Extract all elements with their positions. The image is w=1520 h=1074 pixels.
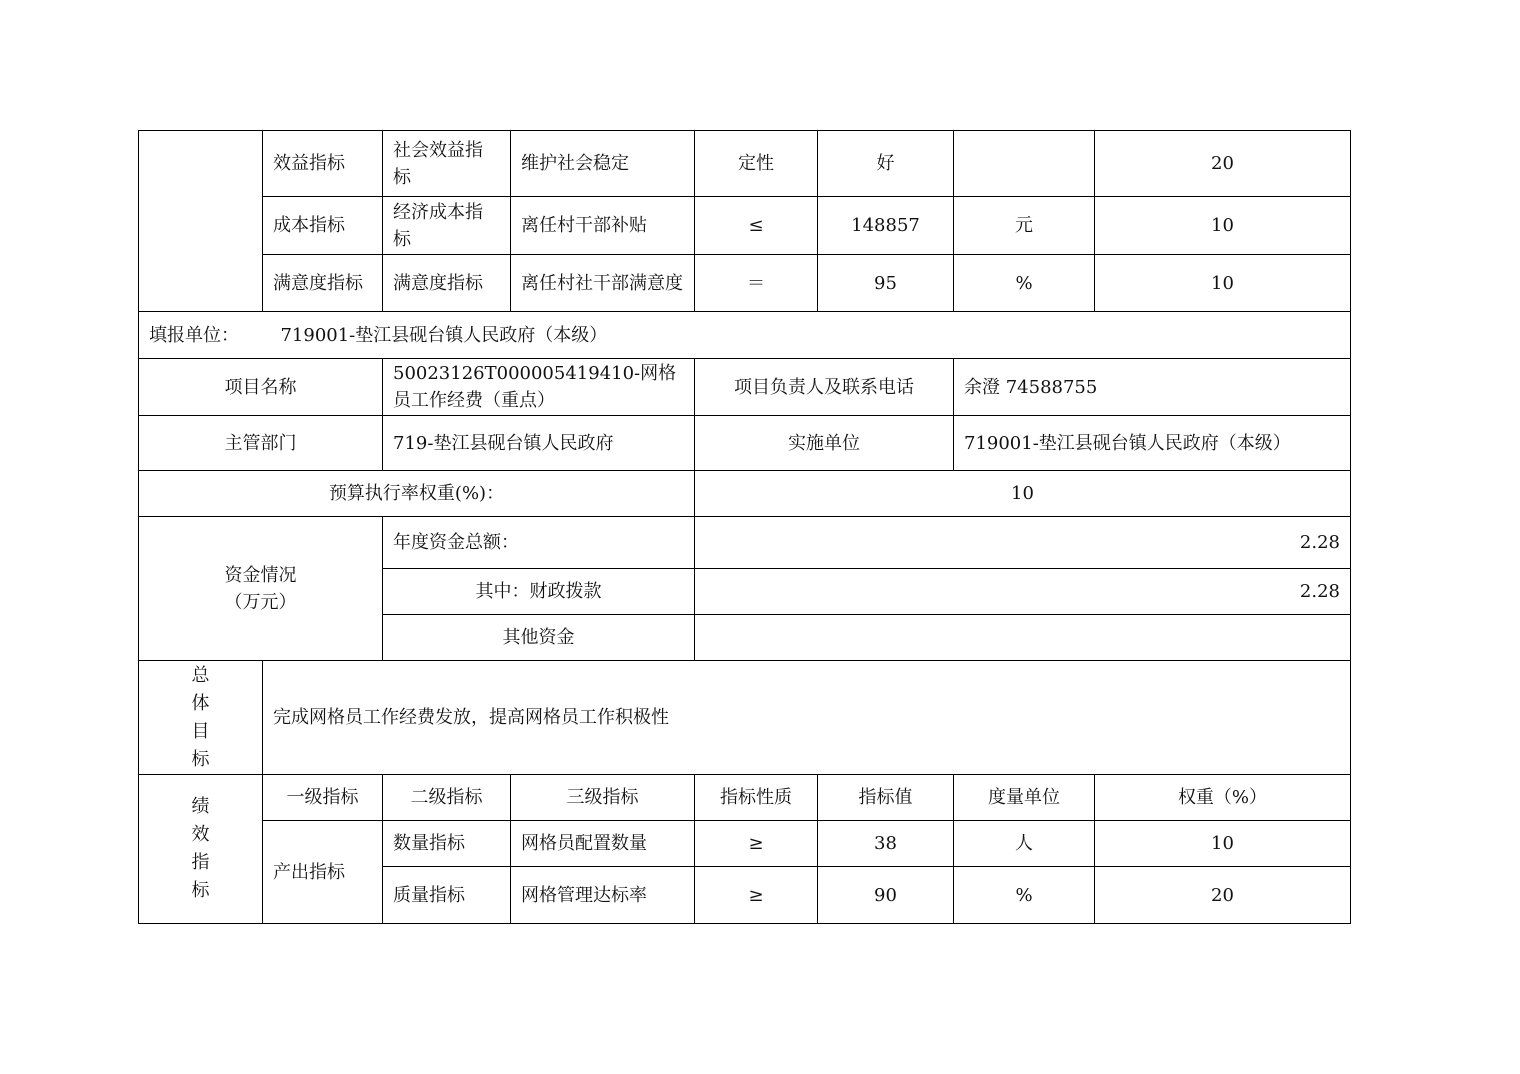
budget-weight-value: 10 <box>695 471 1351 517</box>
header-nature: 指标性质 <box>695 775 818 821</box>
reporting-unit-cell <box>139 312 1351 359</box>
level3-cell: 经济成本指标 <box>383 197 511 255</box>
funds-label <box>139 517 383 661</box>
department-row <box>139 416 1351 471</box>
indicator-row <box>139 197 1351 255</box>
funds-total-label: 年度资金总额： <box>383 517 695 569</box>
goal-label-char: 目 <box>191 720 210 742</box>
goal-label-char: 体 <box>191 692 210 714</box>
nature-cell: ≥ <box>695 821 818 867</box>
nature-cell: ＝ <box>695 255 818 312</box>
impl-value: 719001-垫江县砚台镇人民政府（本级） <box>954 416 1351 471</box>
header-value: 指标值 <box>818 775 954 821</box>
level2-cell: 成本指标 <box>263 197 383 255</box>
perf-label-char: 绩 <box>191 796 210 817</box>
header-level2: 二级指标 <box>383 775 511 821</box>
level4-cell: 维护社会稳定 <box>511 131 695 197</box>
perf-label-char: 标 <box>191 880 210 901</box>
unit-cell: 元 <box>954 197 1095 255</box>
project-owner-value: 余澄 74588755 <box>954 359 1351 416</box>
weight-cell: 10 <box>1095 821 1351 867</box>
value-cell: 148857 <box>818 197 954 255</box>
output-level1-cell: 产出指标 <box>263 821 383 924</box>
weight-cell: 10 <box>1095 255 1351 312</box>
reporting-unit-row <box>139 312 1351 359</box>
funds-fiscal-label: 其中：财政拨款 <box>383 569 695 615</box>
budget-weight-label: 预算执行率权重(%)： <box>139 471 695 517</box>
level4-cell: 离任村社干部满意度 <box>511 255 695 312</box>
level3-cell: 网格管理达标率 <box>511 867 695 924</box>
header-level3: 三级指标 <box>511 775 695 821</box>
indicator-row <box>139 255 1351 312</box>
level3-cell: 网格员配置数量 <box>511 821 695 867</box>
performance-table <box>138 130 1351 924</box>
indicator-row <box>139 131 1351 197</box>
funds-total-row <box>139 517 1351 569</box>
header-unit: 度量单位 <box>954 775 1095 821</box>
blank-cell <box>139 131 263 312</box>
weight-cell: 10 <box>1095 197 1351 255</box>
unit-cell <box>954 131 1095 197</box>
perf-label-char: 效 <box>191 824 210 845</box>
level2-cell: 数量指标 <box>383 821 511 867</box>
overall-goal-text: 完成网格员工作经费发放，提高网格员工作积极性 <box>263 661 1351 775</box>
indicator-header-row <box>139 775 1351 821</box>
overall-goal-row <box>139 661 1351 775</box>
header-level1: 一级指标 <box>263 775 383 821</box>
value-cell: 90 <box>818 867 954 924</box>
goal-label-char: 总 <box>191 664 210 686</box>
overall-goal-label <box>139 661 263 775</box>
nature-cell: 定性 <box>695 131 818 197</box>
value-cell: 好 <box>818 131 954 197</box>
level4-cell: 离任村干部补贴 <box>511 197 695 255</box>
level2-cell: 质量指标 <box>383 867 511 924</box>
performance-indicator-label <box>139 775 263 924</box>
level3-cell: 社会效益指标 <box>383 131 511 197</box>
unit-cell: 人 <box>954 821 1095 867</box>
value-cell: 38 <box>818 821 954 867</box>
unit-cell: % <box>954 255 1095 312</box>
weight-cell: 20 <box>1095 867 1351 924</box>
level2-cell: 效益指标 <box>263 131 383 197</box>
project-name-value: 50023126T000005419410-网格员工作经费（重点） <box>383 359 695 416</box>
budget-weight-row <box>139 471 1351 517</box>
value-cell: 95 <box>818 255 954 312</box>
nature-cell: ≤ <box>695 197 818 255</box>
funds-label-line2: （万元） <box>224 591 297 613</box>
reporting-unit-value: 719001-垫江县砚台镇人民政府（本级） <box>280 324 608 346</box>
reporting-unit-label: 填报单位： <box>149 324 239 346</box>
level2-cell: 满意度指标 <box>263 255 383 312</box>
impl-label: 实施单位 <box>695 416 954 471</box>
funds-other-label: 其他资金 <box>383 615 695 661</box>
funds-label-line1: 资金情况 <box>224 564 297 586</box>
funds-total-value: 2.28 <box>695 517 1351 569</box>
weight-cell: 20 <box>1095 131 1351 197</box>
project-name-row <box>139 359 1351 416</box>
perf-label-char: 指 <box>191 852 210 873</box>
indicator-row <box>139 821 1351 867</box>
header-weight: 权重（%） <box>1095 775 1351 821</box>
project-name-label: 项目名称 <box>139 359 383 416</box>
goal-label-char: 标 <box>191 748 210 770</box>
level3-cell: 满意度指标 <box>383 255 511 312</box>
dept-value: 719-垫江县砚台镇人民政府 <box>383 416 695 471</box>
nature-cell: ≥ <box>695 867 818 924</box>
funds-other-value <box>695 615 1351 661</box>
unit-cell: % <box>954 867 1095 924</box>
dept-label: 主管部门 <box>139 416 383 471</box>
project-owner-label: 项目负责人及联系电话 <box>695 359 954 416</box>
funds-fiscal-value: 2.28 <box>695 569 1351 615</box>
